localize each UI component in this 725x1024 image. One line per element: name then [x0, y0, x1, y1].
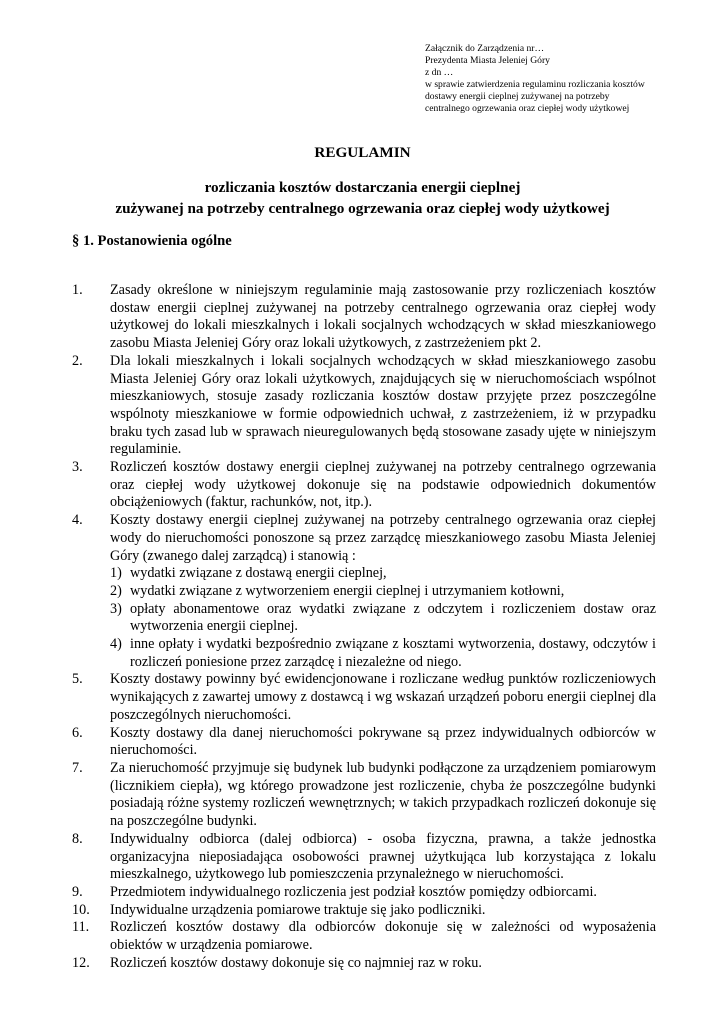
list-item — [72, 512, 656, 671]
annex-line: dostawy energii cieplnej zużywanej na potrzeby — [425, 91, 610, 103]
list-item — [72, 884, 656, 902]
sub-item-number: 3) — [110, 600, 122, 617]
sub-item-text: opłaty abonamentowe oraz wydatki związane z odczytem i rozliczeniem dostaw oraz wytworzenia energii cieplnej. — [130, 600, 656, 635]
list-item — [72, 671, 656, 724]
section-heading: § 1. Postanowienia ogólne — [72, 233, 232, 249]
item-number: 1. — [72, 282, 83, 298]
document-subtitle — [0, 177, 725, 219]
subtitle-line: rozliczania kosztów dostarczania energii cieplnej — [204, 179, 521, 196]
sub-item-number: 4) — [110, 636, 122, 653]
annex-line: z dn … — [425, 67, 454, 79]
sub-item-text: wydatki związane z wytworzeniem energii cieplnej i utrzymaniem kotłowni, — [130, 582, 565, 599]
item-number: 11. — [72, 919, 90, 936]
item-number: 12. — [72, 954, 90, 971]
list-item — [72, 760, 656, 831]
annex-note — [425, 43, 685, 116]
list-item — [72, 725, 656, 760]
list-item — [72, 955, 656, 973]
list-item — [72, 919, 656, 954]
list-item — [72, 902, 656, 920]
list-item — [72, 282, 656, 353]
annex-line: Prezydenta Miasta Jeleniej Góry — [425, 55, 550, 67]
sub-item-number: 2) — [110, 582, 122, 599]
item-text: Dla lokali mieszkalnych i lokali socjalnych wchodzących w skład mieszkaniowego zasobu Miasta Jeleniej Góry oraz lokali użytkowych, znajdujących się w nieruchomościach wspólnot mieszkaniowych, stosuje zasady rozliczania kosztów dostaw przyjęte przez poszczególne wspólnoty mieszkaniowe w formie odpowiednich uchwał, z zastrzeżeniem, iż w przypadku braku tych zasad lub w sprawach nieuregulowanych będą stosowane zasady ujęte w niniejszym regulaminie. — [110, 352, 656, 458]
provisions-list — [72, 282, 656, 972]
document-title: REGULAMIN — [314, 144, 411, 161]
item-text: Rozliczeń kosztów dostawy dokonuje się co najmniej raz w roku. — [110, 954, 482, 971]
item-text: Zasady określone w niniejszym regulaminie mają zastosowanie przy rozliczeniach kosztów dostaw energii cieplnej zużywanej na potrzeby centralnego ogrzewania oraz ciepłej wody użytkowej do lokali mieszkalnych i lokali socjalnych wchodzących w skład mieszkaniowego zasobu Miasta Jeleniej Góry oraz lokali użytkowych, z zastrzeżeniem pkt 2. — [110, 282, 656, 352]
item-text: Koszty dostawy dla danej nieruchomości pokrywane są przez indywidualnych odbiorców w nieruchomości. — [110, 724, 656, 759]
item-number: 3. — [72, 459, 83, 476]
list-item — [72, 459, 656, 512]
list-item — [72, 831, 656, 884]
item-text: Koszty dostawy powinny być ewidencjonowane i rozliczane według punktów rozliczeniowych wynikających z zawartej umowy z dostawcą i wg wskazań urządzeń poboru energii cieplnej dla poszczególnych nieruchomości. — [110, 671, 656, 723]
sub-item-text: inne opłaty i wydatki bezpośrednio związane z kosztami wytworzenia, dostawy, odczytów i rozliczeń poniesione przez zarządcę i niezależne od niego. — [130, 636, 656, 670]
item-number: 2. — [72, 352, 83, 369]
sub-item-number: 1) — [110, 565, 122, 582]
item-number: 5. — [72, 671, 83, 688]
annex-line: Załącznik do Zarządzenia nr… — [425, 43, 545, 54]
item-text: Za nieruchomość przyjmuje się budynek lub budynki podłączone za urządzeniem pomiarowym (licznikiem ciepła), wg którego prowadzone jest rozliczenie, chyba że poszczególne budynki posiadają różne systemy rozliczeń wewnętrznych; w takich przypadkach rozliczeń dokonuje się na poszczególne budynki. — [110, 759, 656, 830]
sub-item — [110, 565, 656, 583]
item-number: 9. — [72, 883, 83, 900]
sub-item — [110, 636, 656, 671]
sub-item-text: wydatki związane z dostawą energii cieplnej, — [130, 565, 387, 582]
sub-item — [110, 601, 656, 636]
item-number: 10. — [72, 901, 90, 918]
item-text: Indywidualne urządzenia pomiarowe traktuje się jako podliczniki. — [110, 901, 486, 918]
subtitle-line: zużywanej na potrzeby centralnego ogrzewania oraz ciepłej wody użytkowej — [115, 200, 610, 217]
item-text: Rozliczeń kosztów dostawy energii cieplnej zużywanej na potrzeby centralnego ogrzewania oraz ciepłej wody użytkowej dokonuje się na podstawie odpowiednich dokumentów obciążeniowych (faktur, rachunków, not, itp.). — [110, 459, 656, 511]
annex-line: centralnego ogrzewania oraz ciepłej wody użytkowej — [425, 103, 630, 115]
item-number: 7. — [72, 759, 83, 776]
item-number: 4. — [72, 512, 83, 529]
item-text: Przedmiotem indywidualnego rozliczenia jest podział kosztów pomiędzy odbiorcami. — [110, 883, 597, 900]
item-number: 6. — [72, 724, 83, 741]
item-number: 8. — [72, 830, 83, 847]
item-text: Rozliczeń kosztów dostawy dla odbiorców dokonuje się w zależności od wyposażenia obiektów w urządzenia pomiarowe. — [110, 919, 656, 954]
item-text: Indywidualny odbiorca (dalej odbiorca) - osoba fizyczna, prawna, a także jednostka organizacyjna nieposiadająca osobowości prawnej użytkująca lub korzystająca z lokalu mieszkalnego, użytkowego lub pomieszczenia przynależnego w nieruchomości. — [110, 830, 656, 883]
list-item — [72, 353, 656, 459]
item-text: Koszty dostawy energii cieplnej zużywanej na potrzeby centralnego ogrzewania oraz ciepłej wody do nieruchomości ponoszone są przez zarządcę mieszkaniowego zasobu Miasta Jeleniej Góry (zwanego dalej zarządcą) i stanowią : — [110, 512, 656, 564]
annex-line: w sprawie zatwierdzenia regulaminu rozliczania kosztów — [425, 79, 645, 91]
sub-item — [110, 583, 656, 601]
